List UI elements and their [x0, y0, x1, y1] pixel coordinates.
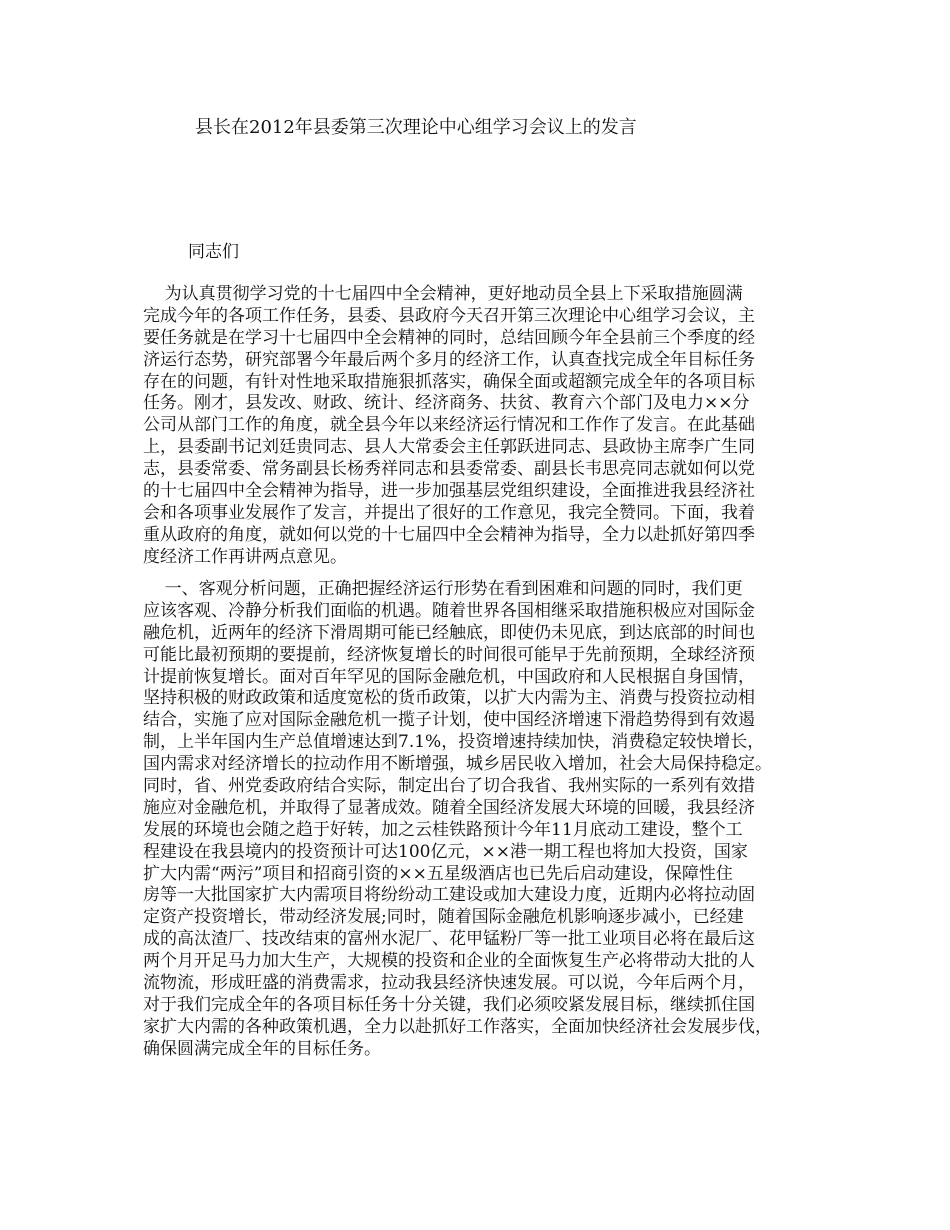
text-line: 志，县委常委、常务副县长杨秀祥同志和县委常委、副县长韦思亮同志就如何以党	[143, 459, 755, 480]
text-line: 确保圆满完成全年的目标任务。	[143, 1038, 381, 1059]
text-line: 存在的问题，有针对性地采取措施狠抓落实，确保全面或超额完成全年的各项目标	[143, 371, 755, 392]
text-line: 制，上半年国内生产总值增速达到7.1%，投资增速持续加快，消费稳定较快增长，	[143, 732, 765, 753]
paragraph-2	[143, 579, 823, 1061]
text-line: 房等一大批国家扩大内需项目将纷纷动工建设或加大建设力度，近期内必将拉动固	[143, 885, 755, 906]
text-line: 家扩大内需的各种政策机遇，全力以赴抓好工作落实，全面加快经济社会发展步伐，	[143, 1016, 772, 1037]
text-line: 计提前恢复增长。面对百年罕见的国际金融危机，中国政府和人民根据自身国情，	[143, 666, 755, 687]
text-line: 上，县委副书记刘廷贵同志、县人大常委会主任郭跃进同志、县政协主席李广生同	[143, 437, 755, 458]
text-line: 程建设在我县境内的投资预计可达100亿元，××港一期工程也将加大投资，国家	[143, 841, 748, 862]
text-line: 扩大内需“两污”项目和招商引资的××五星级酒店也已先后启动建设，保障性住	[143, 863, 733, 884]
text-line: 公司从部门工作的角度，就全县今年以来经济运行情况和工作作了发言。在此基础	[143, 415, 755, 436]
text-line: 融危机，近两年的经济下滑周期可能已经触底，即使仍未见底，到达底部的时间也	[143, 622, 755, 643]
text-line: 成的高汰渣厂、技改结束的富州水泥厂、花甲锰粉厂等一批工业项目必将在最后这	[143, 929, 755, 950]
text-line: 对于我们完成全年的各项目标任务十分关键，我们必须咬紧发展目标，继续抓住国	[143, 994, 755, 1015]
text-line: 一、客观分析问题，正确把握经济运行形势在看到困难和问题的同时，我们更	[143, 579, 743, 599]
text-line: 完成今年的各项工作任务，县委、县政府今天召开第三次理论中心组学习会议，主	[143, 305, 755, 326]
text-line: 流物流，形成旺盛的消费需求，拉动我县经济快速发展。可以说，今年后两个月，	[143, 973, 755, 994]
text-line: 应该客观、冷静分析我们面临的机遇。随着世界各国相继采取措施积极应对国际金	[143, 600, 755, 621]
paragraph-1	[143, 284, 823, 569]
text-line: 的十七届四中全会精神为指导，进一步加强基层党组织建设，全面推进我县经济社	[143, 481, 755, 502]
text-line: 要任务就是在学习十七届四中全会精神的同时，总结回顾今年全县前三个季度的经	[143, 327, 755, 348]
text-line: 济运行态势，研究部署今年最后两个多月的经济工作，认真查找完成全年目标任务	[143, 349, 755, 370]
text-line: 度经济工作再讲两点意见。	[143, 546, 347, 567]
text-line: 任务。刚才，县发改、财政、统计、经济商务、扶贫、教育六个部门及电力××分	[143, 393, 750, 414]
salutation: 同志们	[188, 242, 239, 262]
text-line: 发展的环境也会随之趋于好转，加之云桂铁路预计今年11月底动工建设，整个工	[143, 819, 743, 840]
document-title: 县长在2012年县委第三次理论中心组学习会议上的发言	[195, 117, 637, 138]
text-line: 可能比最初预期的要提前，经济恢复增长的时间很可能早于先前预期，全球经济预	[143, 644, 755, 665]
text-line: 两个月开足马力加大生产，大规模的投资和企业的全面恢复生产必将带动大批的人	[143, 951, 755, 972]
text-line: 施应对金融危机，并取得了显著成效。随着全国经济发展大环境的回暖，我县经济	[143, 797, 755, 818]
text-line: 定资产投资增长，带动经济发展;同时，随着国际金融危机影响逐步减小，已经建	[143, 907, 744, 928]
text-line: 结合，实施了应对国际金融危机一揽子计划，使中国经济增速下滑趋势得到有效遏	[143, 710, 755, 731]
text-line: 国内需求对经济增长的拉动作用不断增强，城乡居民收入增加，社会大局保持稳定。	[143, 754, 772, 775]
text-line: 为认真贯彻学习党的十七届四中全会精神，更好地动员全县上下采取措施圆满	[143, 284, 743, 304]
text-line: 同时，省、州党委政府结合实际，制定出台了切合我省、我州实际的一系列有效措	[143, 776, 755, 797]
text-line: 会和各项事业发展作了发言，并提出了很好的工作意见，我完全赞同。下面，我着	[143, 502, 755, 523]
text-line: 坚持积极的财政政策和适度宽松的货币政策，以扩大内需为主、消费与投资拉动相	[143, 688, 755, 709]
text-line: 重从政府的角度，就如何以党的十七届四中全会精神为指导，全力以赴抓好第四季	[143, 524, 755, 545]
